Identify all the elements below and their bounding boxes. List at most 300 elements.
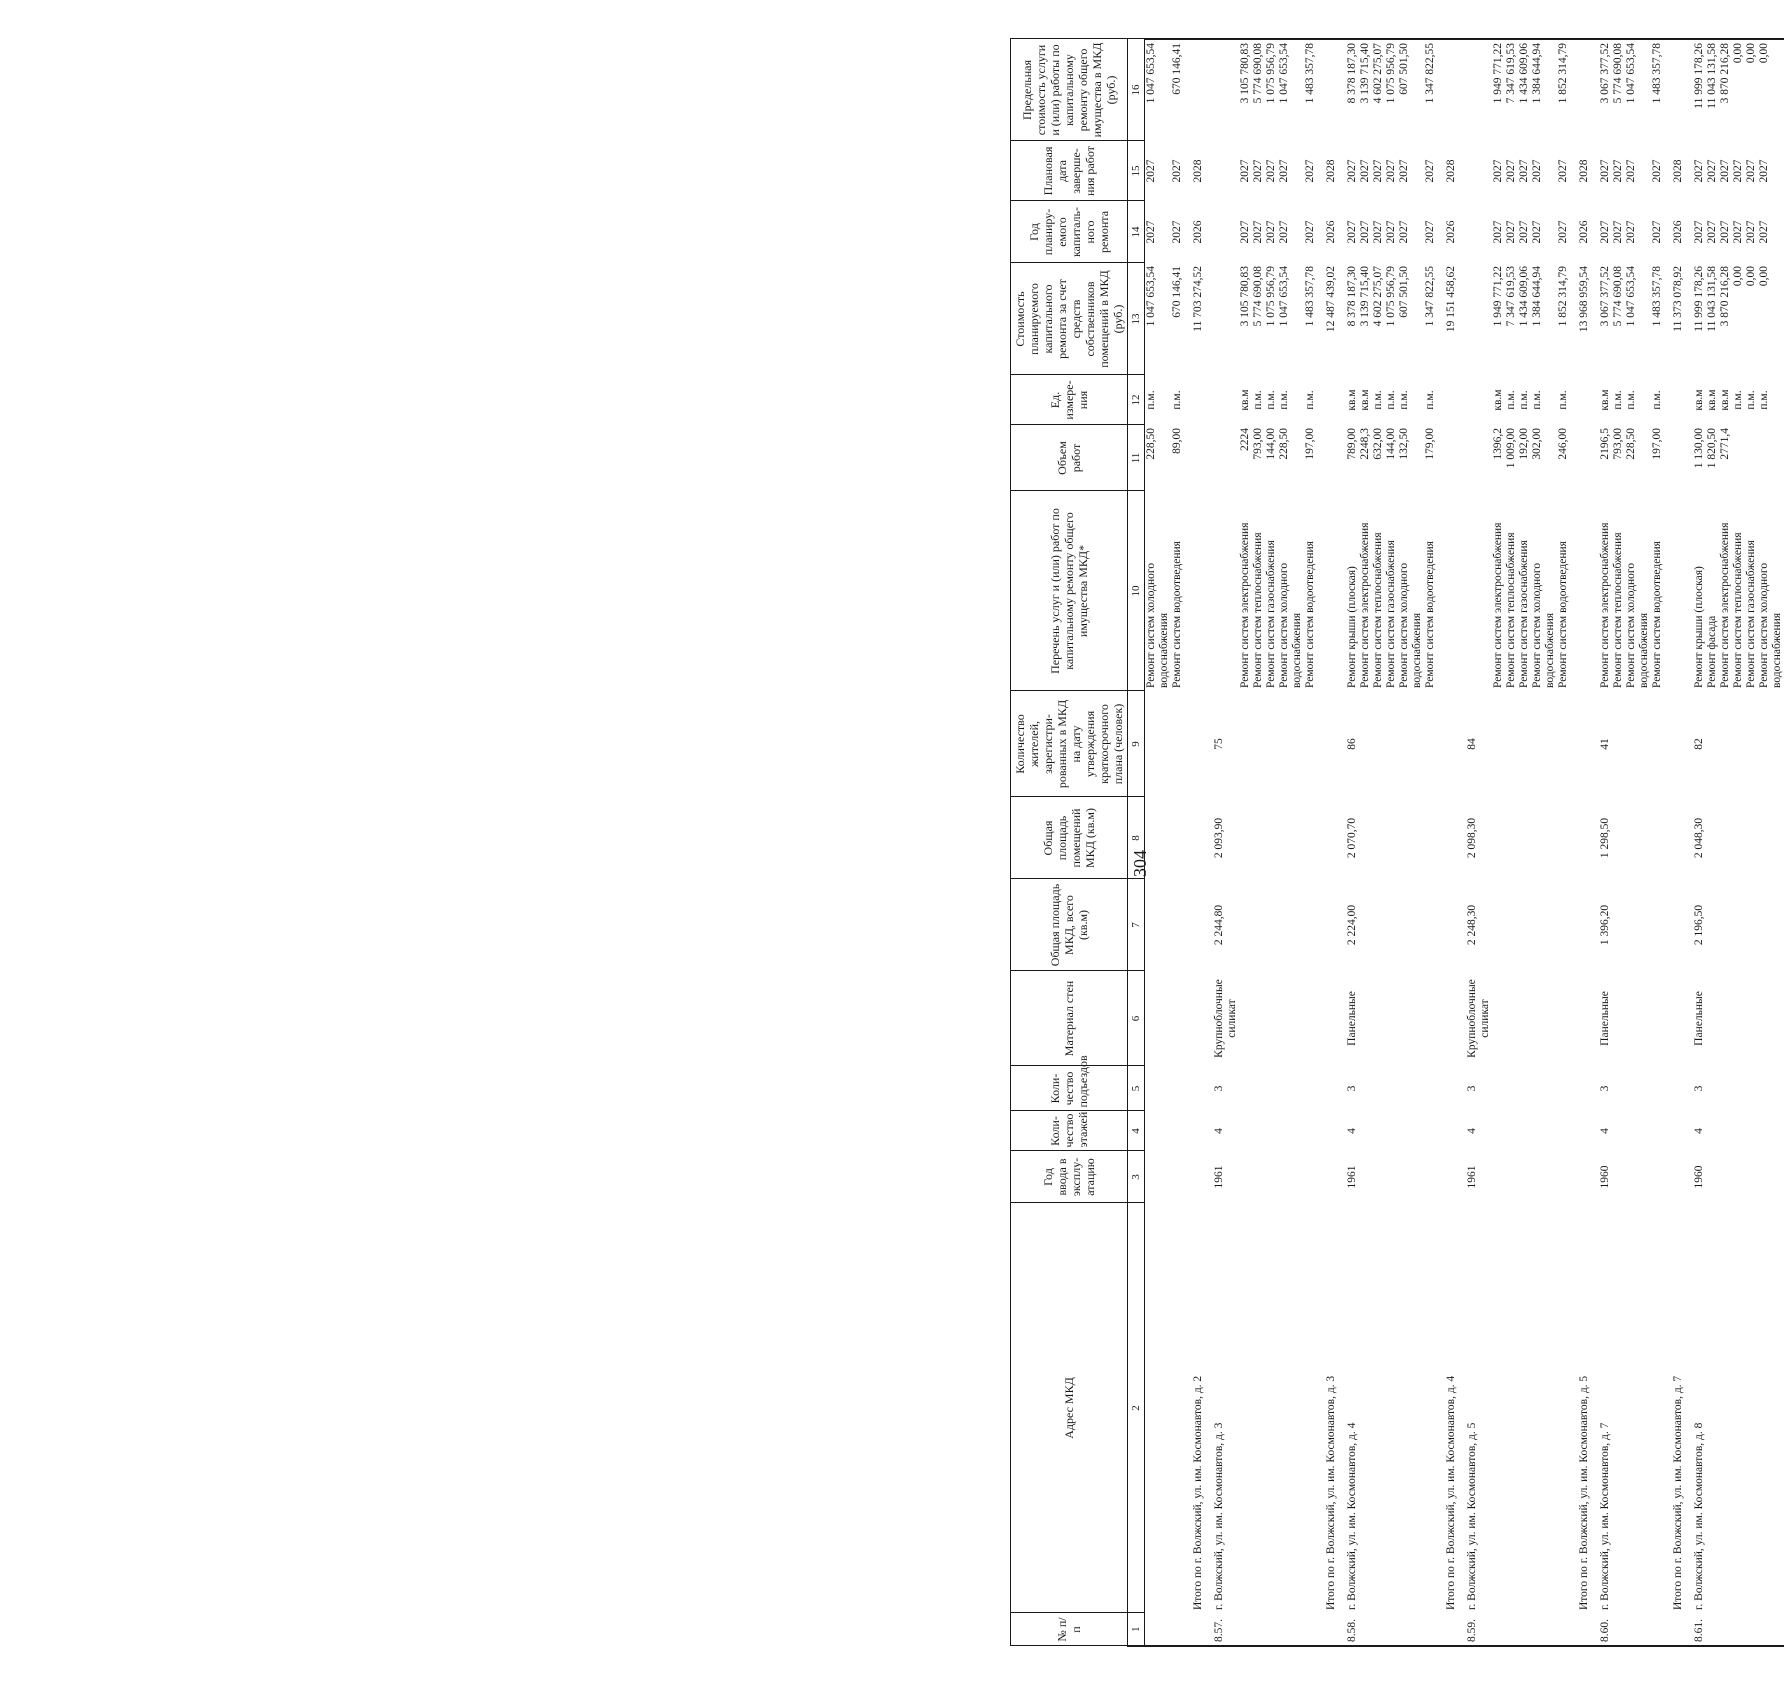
row-number xyxy=(1252,1613,1265,1646)
rooms-area-cell xyxy=(1437,797,1458,879)
entrances-cell xyxy=(1706,1066,1719,1111)
floors-cell xyxy=(1385,1111,1398,1151)
address-cell: Итого по г. Волжский, ул. им. Космонавтов, д. 3 xyxy=(1325,1375,1337,1610)
cost-cell: 13 968 959,54 xyxy=(1578,266,1590,333)
entrances-cell xyxy=(1385,1066,1398,1111)
wall-material-cell: Панельные xyxy=(1693,991,1705,1046)
volume-cell: 1 130,00 xyxy=(1693,428,1705,469)
total-area-cell xyxy=(1492,879,1505,971)
work-type-cell xyxy=(1184,491,1205,691)
cost-cell: 19 151 458,62 xyxy=(1445,266,1457,333)
repair-year-cell: 2027 xyxy=(1385,220,1397,244)
volume-cell xyxy=(1732,425,1745,491)
volume-cell: 632,00 xyxy=(1372,428,1384,460)
address-cell xyxy=(1278,1203,1304,1613)
capital-repair-table xyxy=(1010,38,1784,1647)
total-area-cell xyxy=(1171,879,1184,971)
unit-cell: п.м. xyxy=(1278,390,1290,410)
limit-cost-cell: 1 047 653,54 xyxy=(1145,39,1172,141)
floors-cell xyxy=(1239,1111,1252,1151)
cost-cell: 1 347 822,55 xyxy=(1424,266,1436,327)
volume-cell xyxy=(1570,425,1591,491)
end-date-cell: 2027 xyxy=(1372,159,1384,183)
end-date-cell: 2028 xyxy=(1325,159,1337,183)
work-type-cell: Ремонт систем холодного водоснабжения xyxy=(1531,562,1556,688)
unit-cell: п.м. xyxy=(1745,390,1757,410)
floors-cell xyxy=(1145,1111,1172,1151)
unit-cell xyxy=(1570,375,1591,425)
address-cell xyxy=(1505,1203,1518,1613)
year-built-cell xyxy=(1359,1151,1372,1203)
total-area-cell xyxy=(1145,879,1172,971)
total-area-cell xyxy=(1719,879,1732,971)
repair-year-cell: 2027 xyxy=(1505,220,1517,244)
address-cell xyxy=(1252,1203,1265,1613)
total-area-cell xyxy=(1398,879,1424,971)
repair-year-cell: 2027 xyxy=(1732,220,1744,244)
volume-cell xyxy=(1205,425,1239,491)
house-row xyxy=(1458,39,1492,1646)
work-type-cell: Ремонт систем электроснабжения xyxy=(1239,522,1251,688)
column-number-11: 11 xyxy=(1128,425,1145,491)
column-header-1: № п/п xyxy=(1011,1613,1128,1646)
cost-cell: 0,00 xyxy=(1758,266,1770,287)
volume-cell: 793,00 xyxy=(1252,428,1264,460)
end-date-cell: 2027 xyxy=(1359,159,1371,183)
end-date-cell: 2028 xyxy=(1578,159,1590,183)
row-number xyxy=(1719,1613,1732,1646)
floors-cell: 4 xyxy=(1346,1128,1358,1134)
wall-material-cell xyxy=(1719,971,1732,1066)
floors-cell xyxy=(1625,1111,1651,1151)
work-row xyxy=(1304,39,1317,1646)
end-date-cell: 2027 xyxy=(1732,159,1744,183)
year-built-cell xyxy=(1612,1151,1625,1203)
limit-cost-cell: 7 347 619,53 xyxy=(1505,39,1518,141)
rooms-area-cell xyxy=(1745,797,1758,879)
floors-cell xyxy=(1265,1111,1278,1151)
column-header-16: Предельная стоимость услуги и (или) работы по капитальному ремонту общего имущества в МКД (руб.) xyxy=(1011,39,1128,141)
column-header-5: Коли- чество подъездов xyxy=(1011,1066,1128,1111)
total-area-cell xyxy=(1612,879,1625,971)
rooms-area-cell: 1 298,50 xyxy=(1599,817,1611,859)
end-date-cell: 2027 xyxy=(1278,159,1290,183)
column-header-12: Ед. измере- ния xyxy=(1011,375,1128,425)
repair-year-cell: 2027 xyxy=(1693,220,1705,244)
year-built-cell xyxy=(1372,1151,1385,1203)
rooms-area-cell xyxy=(1398,797,1424,879)
repair-year-cell: 2027 xyxy=(1304,220,1316,244)
rooms-area-cell xyxy=(1531,797,1557,879)
residents-cell xyxy=(1612,691,1625,797)
row-number xyxy=(1184,1613,1205,1646)
cost-cell: 670 146,41 xyxy=(1171,266,1183,318)
address-cell xyxy=(1265,1203,1278,1613)
year-built-cell xyxy=(1651,1151,1664,1203)
row-number xyxy=(1557,1613,1570,1646)
year-built-cell xyxy=(1437,1151,1458,1203)
floors-cell: 4 xyxy=(1466,1128,1478,1134)
end-date-cell: 2028 xyxy=(1192,159,1204,183)
unit-cell: п.м. xyxy=(1651,390,1663,410)
residents-cell xyxy=(1664,691,1685,797)
limit-cost-cell: 607 501,50 xyxy=(1398,39,1424,141)
entrances-cell xyxy=(1531,1066,1557,1111)
cost-cell: 0,00 xyxy=(1745,266,1757,287)
volume-cell: 197,00 xyxy=(1304,428,1316,460)
work-type-cell: Ремонт систем газоснабжения xyxy=(1385,540,1397,688)
row-number xyxy=(1278,1613,1304,1646)
address-cell xyxy=(1625,1203,1651,1613)
address-cell xyxy=(1359,1203,1372,1613)
column-header-10: Перечень услуг и (или) работ по капитальному ремонту общего имущества МКД* xyxy=(1011,491,1128,691)
floors-cell xyxy=(1719,1111,1732,1151)
entrances-cell xyxy=(1612,1066,1625,1111)
rooms-area-cell xyxy=(1492,797,1505,879)
rooms-area-cell: 2 098,30 xyxy=(1466,817,1478,859)
entrances-cell xyxy=(1664,1066,1685,1111)
unit-cell xyxy=(1205,375,1239,425)
row-number: 8.60. xyxy=(1591,1613,1612,1646)
total-area-cell xyxy=(1359,879,1372,971)
year-built-cell xyxy=(1531,1151,1557,1203)
work-type-cell: Ремонт систем теплоснабжения xyxy=(1732,532,1744,688)
total-area-cell xyxy=(1252,879,1265,971)
address-cell xyxy=(1612,1203,1625,1613)
floors-cell: 4 xyxy=(1693,1128,1705,1134)
floors-cell xyxy=(1531,1111,1557,1151)
repair-year-cell: 2026 xyxy=(1192,220,1204,244)
floors-cell xyxy=(1278,1111,1304,1151)
rooms-area-cell xyxy=(1758,797,1784,879)
work-row xyxy=(1612,39,1625,1646)
unit-cell: п.м. xyxy=(1612,390,1624,410)
limit-cost-cell: 5 774 690,08 xyxy=(1612,39,1625,141)
row-number xyxy=(1531,1613,1557,1646)
address-cell xyxy=(1732,1203,1745,1613)
unit-cell: п.м. xyxy=(1372,390,1384,410)
end-date-cell: 2027 xyxy=(1505,159,1517,183)
residents-cell xyxy=(1557,691,1570,797)
work-type-cell: Ремонт крыши (плоская) xyxy=(1346,566,1358,688)
repair-year-cell: 2027 xyxy=(1398,220,1410,244)
year-built-cell: 1961 xyxy=(1466,1165,1478,1189)
unit-cell: п.м. xyxy=(1758,390,1770,410)
cost-cell: 11 703 274,52 xyxy=(1192,266,1204,332)
work-row xyxy=(1745,39,1758,1646)
floors-cell xyxy=(1651,1111,1664,1151)
residents-cell: 41 xyxy=(1599,738,1611,750)
repair-year-cell: 2027 xyxy=(1359,220,1371,244)
limit-cost-cell: 1 047 653,54 xyxy=(1625,39,1651,141)
row-number xyxy=(1492,1613,1505,1646)
year-built-cell xyxy=(1505,1151,1518,1203)
entrances-cell xyxy=(1651,1066,1664,1111)
unit-cell: п.м. xyxy=(1265,390,1277,410)
row-number xyxy=(1758,1613,1784,1646)
rooms-area-cell xyxy=(1171,797,1184,879)
work-row xyxy=(1531,39,1557,1646)
rooms-area-cell xyxy=(1570,797,1591,879)
entrances-cell xyxy=(1239,1066,1252,1111)
residents-cell xyxy=(1732,691,1745,797)
address-cell xyxy=(1745,1203,1758,1613)
year-built-cell xyxy=(1184,1151,1205,1203)
total-area-cell xyxy=(1732,879,1745,971)
end-date-cell: 2027 xyxy=(1265,159,1277,183)
work-type-cell: Ремонт систем теплоснабжения xyxy=(1505,532,1517,688)
row-number xyxy=(1745,1613,1758,1646)
wall-material-cell xyxy=(1145,971,1172,1066)
residents-cell xyxy=(1372,691,1385,797)
year-built-cell xyxy=(1145,1151,1172,1203)
residents-cell xyxy=(1171,691,1184,797)
unit-cell: п.м. xyxy=(1531,390,1543,410)
residents-cell xyxy=(1505,691,1518,797)
residents-cell xyxy=(1651,691,1664,797)
wall-material-cell xyxy=(1758,971,1784,1066)
unit-cell: кв.м xyxy=(1346,389,1358,411)
wall-material-cell xyxy=(1184,971,1205,1066)
unit-cell: п.м. xyxy=(1505,390,1517,410)
total-area-cell xyxy=(1706,879,1719,971)
total-area-cell xyxy=(1424,879,1437,971)
end-date-cell: 2027 xyxy=(1706,159,1718,183)
entrances-cell xyxy=(1745,1066,1758,1111)
total-area-cell: 2 248,30 xyxy=(1466,904,1478,946)
work-row xyxy=(1171,39,1184,1646)
total-area-cell xyxy=(1265,879,1278,971)
repair-year-cell: 2027 xyxy=(1719,220,1731,244)
wall-material-cell: Панельные xyxy=(1599,991,1611,1046)
limit-cost-cell: 0,00 xyxy=(1758,39,1784,141)
residents-cell xyxy=(1304,691,1317,797)
row-number xyxy=(1664,1613,1685,1646)
row-number xyxy=(1612,1613,1625,1646)
work-type-cell: Ремонт систем теплоснабжения xyxy=(1372,532,1384,688)
wall-material-cell xyxy=(1745,971,1758,1066)
unit-cell: п.м. xyxy=(1732,390,1744,410)
column-header-2: Адрес МКД xyxy=(1011,1203,1128,1613)
total-row xyxy=(1437,39,1458,1646)
address-cell xyxy=(1719,1203,1732,1613)
work-type-cell: Ремонт систем электроснабжения xyxy=(1359,522,1371,688)
year-built-cell: 1960 xyxy=(1599,1165,1611,1189)
end-date-cell: 2027 xyxy=(1758,159,1770,183)
rooms-area-cell xyxy=(1557,797,1570,879)
wall-material-cell xyxy=(1304,971,1317,1066)
total-area-cell xyxy=(1557,879,1570,971)
repair-year-cell: 2027 xyxy=(1599,220,1611,244)
row-number xyxy=(1265,1613,1278,1646)
entrances-cell xyxy=(1317,1066,1338,1111)
column-header-4: Коли- чество этажей xyxy=(1011,1111,1128,1151)
wall-material-cell: Панельные xyxy=(1346,991,1358,1046)
column-header-15: Плановая дата заверше- ния работ xyxy=(1011,141,1128,201)
residents-cell: 86 xyxy=(1346,738,1358,750)
address-cell xyxy=(1239,1203,1252,1613)
column-header-14: Год планиру- емого капиталь- ного ремонта xyxy=(1011,201,1128,263)
residents-cell xyxy=(1518,691,1531,797)
year-built-cell xyxy=(1317,1151,1338,1203)
column-header-11: Объем работ xyxy=(1011,425,1128,491)
rooms-area-cell xyxy=(1719,797,1732,879)
total-area-cell: 2 196,50 xyxy=(1693,904,1705,946)
volume-cell: 2224 xyxy=(1239,428,1251,451)
row-number xyxy=(1317,1613,1338,1646)
residents-cell xyxy=(1719,691,1732,797)
residents-cell xyxy=(1184,691,1205,797)
cost-cell: 3 105 780,83 xyxy=(1239,266,1251,327)
work-row xyxy=(1278,39,1304,1646)
year-built-cell xyxy=(1758,1151,1784,1203)
residents-cell: 82 xyxy=(1693,738,1705,750)
work-row xyxy=(1651,39,1664,1646)
end-date-cell: 2027 xyxy=(1304,159,1316,183)
wall-material-cell xyxy=(1171,971,1184,1066)
floors-cell xyxy=(1359,1111,1372,1151)
work-type-cell: Ремонт систем водоотведения xyxy=(1424,541,1436,688)
limit-cost-cell xyxy=(1184,39,1205,141)
repair-year-cell: 2027 xyxy=(1252,220,1264,244)
work-type-cell: Ремонт систем холодного водоснабжения xyxy=(1278,562,1303,688)
entrances-cell xyxy=(1372,1066,1385,1111)
entrances-cell: 3 xyxy=(1213,1085,1225,1092)
house-row xyxy=(1685,39,1706,1646)
address-cell xyxy=(1304,1203,1317,1613)
repair-year-cell: 2027 xyxy=(1612,220,1624,244)
floors-cell xyxy=(1612,1111,1625,1151)
year-built-cell xyxy=(1664,1151,1685,1203)
address-cell xyxy=(1171,1203,1184,1613)
total-area-cell xyxy=(1317,879,1338,971)
entrances-cell xyxy=(1505,1066,1518,1111)
year-built-cell xyxy=(1265,1151,1278,1203)
volume-cell: 197,00 xyxy=(1651,428,1663,460)
residents-cell xyxy=(1252,691,1265,797)
rooms-area-cell xyxy=(1239,797,1252,879)
repair-year-cell: 2027 xyxy=(1265,220,1277,244)
limit-cost-cell: 0,00 xyxy=(1732,39,1745,141)
limit-cost-cell: 3 870 216,28 xyxy=(1719,39,1732,141)
limit-cost-cell: 1 483 357,78 xyxy=(1651,39,1664,141)
address-cell: Итого по г. Волжский, ул. им. Космонавтов, д. 5 xyxy=(1578,1375,1590,1610)
entrances-cell: 3 xyxy=(1466,1085,1478,1092)
work-row xyxy=(1239,39,1252,1646)
entrances-cell xyxy=(1518,1066,1531,1111)
entrances-cell xyxy=(1359,1066,1372,1111)
volume-cell xyxy=(1184,425,1205,491)
total-area-cell xyxy=(1625,879,1651,971)
work-type-cell xyxy=(1458,491,1492,691)
repair-year-cell: 2027 xyxy=(1346,220,1358,244)
floors-cell xyxy=(1372,1111,1385,1151)
end-date-cell: 2027 xyxy=(1145,159,1157,183)
limit-cost-cell xyxy=(1664,39,1685,141)
cost-cell: 3 139 715,40 xyxy=(1359,266,1371,327)
row-number xyxy=(1505,1613,1518,1646)
limit-cost-cell xyxy=(1570,39,1591,141)
floors-cell xyxy=(1745,1111,1758,1151)
rooms-area-cell xyxy=(1359,797,1372,879)
row-number xyxy=(1239,1613,1252,1646)
repair-year-cell: 2026 xyxy=(1672,220,1684,244)
column-number-9: 9 xyxy=(1128,691,1145,797)
volume-cell: 2771,4 xyxy=(1719,428,1731,460)
column-number-14: 14 xyxy=(1128,201,1145,263)
residents-cell xyxy=(1531,691,1557,797)
total-area-cell xyxy=(1531,879,1557,971)
limit-cost-cell: 11 999 178,26 xyxy=(1685,39,1706,141)
total-row xyxy=(1664,39,1685,1646)
residents-cell xyxy=(1145,691,1172,797)
wall-material-cell xyxy=(1732,971,1745,1066)
rooms-area-cell xyxy=(1612,797,1625,879)
volume-cell: 793,00 xyxy=(1612,428,1624,460)
total-area-cell xyxy=(1372,879,1385,971)
end-date-cell: 2027 xyxy=(1398,159,1410,183)
work-type-cell xyxy=(1664,491,1685,691)
row-number: 8.57. xyxy=(1205,1613,1239,1646)
limit-cost-cell: 1 347 822,55 xyxy=(1424,39,1437,141)
total-area-cell: 1 396,20 xyxy=(1599,904,1611,946)
entrances-cell xyxy=(1424,1066,1437,1111)
residents-cell xyxy=(1359,691,1372,797)
end-date-cell xyxy=(1458,141,1492,201)
unit-cell: кв.м xyxy=(1599,389,1611,411)
repair-year-cell: 2027 xyxy=(1518,220,1530,244)
wall-material-cell xyxy=(1252,971,1265,1066)
volume-cell: 228,50 xyxy=(1278,428,1290,460)
rooms-area-cell xyxy=(1252,797,1265,879)
repair-year-cell: 2027 xyxy=(1278,220,1290,244)
unit-cell: кв.м xyxy=(1239,389,1251,411)
year-built-cell xyxy=(1239,1151,1252,1203)
address-cell xyxy=(1758,1203,1784,1613)
repair-year-cell xyxy=(1205,201,1239,263)
volume-cell: 1 009,00 xyxy=(1505,428,1517,469)
volume-cell: 789,00 xyxy=(1346,428,1358,460)
wall-material-cell xyxy=(1518,971,1531,1066)
address-cell: г. Волжский, ул. им. Космонавтов, д. 7 xyxy=(1599,1422,1611,1610)
wall-material-cell xyxy=(1570,971,1591,1066)
end-date-cell: 2027 xyxy=(1531,159,1543,183)
limit-cost-cell: 1 075 956,79 xyxy=(1265,39,1278,141)
work-type-cell: Ремонт систем электроснабжения xyxy=(1719,522,1731,688)
end-date-cell: 2027 xyxy=(1518,159,1530,183)
residents-cell xyxy=(1398,691,1424,797)
limit-cost-cell: 8 378 187,30 xyxy=(1338,39,1359,141)
end-date-cell: 2027 xyxy=(1492,159,1504,183)
repair-year-cell: 2027 xyxy=(1758,220,1770,244)
entrances-cell xyxy=(1557,1066,1570,1111)
cost-cell: 1 047 653,54 xyxy=(1278,266,1290,327)
volume-cell: 89,00 xyxy=(1171,428,1183,454)
cost-cell: 5 774 690,08 xyxy=(1252,266,1264,327)
floors-cell xyxy=(1505,1111,1518,1151)
rooms-area-cell xyxy=(1385,797,1398,879)
column-number-7: 7 xyxy=(1128,879,1145,971)
rooms-area-cell xyxy=(1505,797,1518,879)
entrances-cell: 3 xyxy=(1346,1085,1358,1092)
entrances-cell xyxy=(1625,1066,1651,1111)
limit-cost-cell: 5 774 690,08 xyxy=(1252,39,1265,141)
total-row xyxy=(1570,39,1591,1646)
entrances-cell xyxy=(1184,1066,1205,1111)
address-cell xyxy=(1651,1203,1664,1613)
work-type-cell: Ремонт систем холодного водоснабжения xyxy=(1758,562,1783,688)
volume-cell: 2196,5 xyxy=(1599,428,1611,460)
